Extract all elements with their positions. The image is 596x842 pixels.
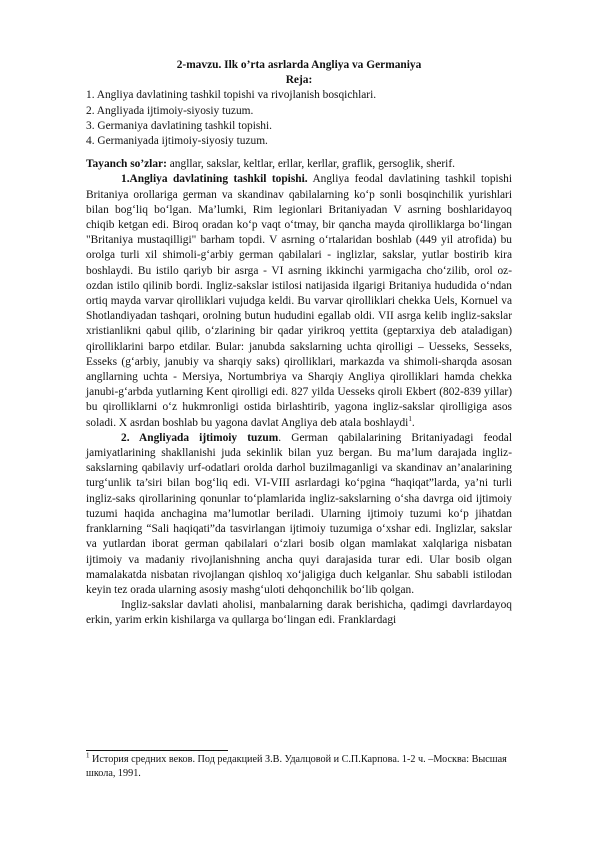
page-title: 2-mavzu. Ilk o’rta asrlarda Angliya va Germaniya xyxy=(176,59,422,71)
plan-item: 2. Angliyada ijtimoiy-siyosiy tuzum. xyxy=(86,104,254,117)
section-text: Ingliz-sakslar davlati aholisi, manbalarning darak berishicha, qadimgi davrlardayoq erkin, yarim erkin kishilarga va qullarga bo‘lingan edi. Franklardagi xyxy=(86,599,512,627)
plan-item: 4. Germaniyada ijtimoiy-siyosiy tuzum. xyxy=(86,135,268,148)
section-heading: 1.Angliya davlatining tashkil topishi. xyxy=(121,173,308,186)
section-paragraph: 1.Angliya davlatining tashkil topishi. Angliya feodal davlatining tashkil topishi Britaniya orollariga german va skandinav qabilalarning ko‘p sonli bosqinchilik yurishlari bilan bog‘liq bo‘lgan. Ma’lumki, Rim legionlari Britaniyadan V asrning boshlaridayoq chiqib ketgan edi. Biroq oradan ko‘p vaqt o‘tmay, bir qancha mayda qirolliklarga bo‘lingan "Britaniya mustaqilligi" barham topdi. V asrning o‘rtalaridan boshlab (449 yil atrofida) bu orolga turli xil shimoli-g‘arbiy german qabilalari - inglizlar, sakslar, yutlar bostirib kira boshlaydi. Bu istilo qariyb bir asrga - VI asrning ikkinchi yarmigacha cho‘zilib, orol oz-ozdan istilo qilinib bordi. Ingliz-sakslar istilosi natijasida ilgarigi Britaniya hududida o‘ndan ortiq mayda varvar qirolliklari vujudga keldi. Bu varvar qirolliklari chekka Uels, Kornuel va Shotlandiyadan tashqari, orolning butun hududini egallab oldi. VII asrga kelib ingliz-sakslar xristianlikni qabul qilib, o‘zlarining bir qadar yirikroq yettita (geptarxiya deb ataladigan) qirolliklarini barpo etdilar. Bular: janubda sakslarning uchta qirolligi – Uesseks, Sesseks, Esseks (g‘arbiy, janubiy va sharqiy saks) qirolliklari, markazda va shimoli-sharqda asosan angllarning uchta - Mersiya, Nortumbriya va Sharqiy Angliya qirolliklari hamda chekka janubi-g‘arbda yutlarning Kent qirolligi edi. 827 yilda Uesseks qiroli Ekbert (802-839 yillar) bu qirolliklarni o‘z hukmronligi ostida birlashtirib, yagona ingliz-sakslar qirolligiga asos soladi. X asrdan boshlab bu yagona davlat Angliya deb atala boshlaydi$^1$. xyxy=(86,173,513,429)
footnote xyxy=(86,753,512,781)
plan-item: 1. Angliya davlatining tashkil topishi va rivojlanish bosqichlari. xyxy=(86,89,377,102)
keywords-label: Tayanch so’zlar: xyxy=(86,158,167,171)
footnote-number: 1 xyxy=(86,751,90,760)
plan-item: 3. Germaniya davlatining tashkil topishi. xyxy=(86,119,273,132)
footnote-marker: 1 xyxy=(408,414,412,423)
section-heading: 2. Angliyada ijtimoiy tuzum xyxy=(121,431,279,444)
footnote-divider xyxy=(86,750,228,751)
section-text: Angliya feodal davlatining tashkil topishi Britaniya orollariga german va skandinav qabilalarning ko‘p sonli bosqinchilik yurishlari bilan bog‘liq bo‘lgan. Ma’lumki, Rim legionlari Britaniyadan V asrning boshlaridayoq chiqib ketgan edi. Biroq oradan ko‘p vaqt o‘tmay, bir qancha mayda qirolliklarga bo‘lingan "Britaniya mustaqilligi" barham topdi. V asrning o‘rtalaridan boshlab (449 yil atrofida) bu orolga turli xil shimoli-g‘arbiy german qabilalari - inglizlar, sakslar, yutlar bostirib kira boshlaydi. Bu istilo qariyb bir asrga - VI asrning ikkinchi yarmigacha cho‘zilib, orol oz-ozdan istilo qilinib bordi. Ingliz-sakslar istilosi natijasida ilgarigi Britaniya hududida o‘ndan ortiq mayda varvar qirolliklari vujudga keldi. Bu varvar qirolliklari chekka Uels, Kornuel va Shotlandiyadan tashqari, orolning butun hududini egallab oldi. VII asrga kelib ingliz-sakslar xristianlikni qabul qilib, o‘zlarining bir qadar yirikroq yettita (geptarxiya deb ataladigan) qirolliklarini barpo etdilar. Bular: janubda sakslarning uchta qirolligi – Uesseks, Sesseks, Esseks (g‘arbiy, janubiy va sharqiy saks) qirolliklari, markazda va shimoli-sharqda asosan angllarning uchta - Mersiya, Nortumbriya va Sharqiy Angliya qirolliklari hamda chekka janubi-g‘arbda yutlarning Kent qirolligi edi. 827 yilda Uesseks qiroli Ekbert (802-839 yillar) bu qirolliklarni o‘z hukmronligi ostida birlashtirib, yagona ingliz-sakslar qirolligiga asos soladi. X asrdan boshlab bu yagona davlat Angliya deb atala boshlaydi xyxy=(86,173,513,429)
plan-list xyxy=(86,88,512,149)
document-page xyxy=(86,58,512,629)
section-paragraph xyxy=(86,431,512,598)
section-paragraph xyxy=(86,598,512,628)
footnote-text: История средних веков. Под редакцией З.В. Удалцовой и С.П.Карпова. 1-2 ч. –Москва: Высшая школа, 1991. xyxy=(86,754,507,779)
keywords-text: angllar, sakslar, keltlar, erllar, kerllar, graflik, gersoglik, sherif. xyxy=(166,158,455,171)
section-text: . German qabilalarining Britaniyadagi feodal jamiyatlarining shakllanishi juda sekinlik bilan yuz bergan. Bu ma’lum darajada ingliz-sakslarning qabilaviy urf-odatlari orolda darhol buzilmaganligi va skandinav an’analarining turg‘unlik ta’siri bilan bog‘liq edi. VI-VIII asrlardagi ko‘pgina “haqiqat”larda, ya’ni turli ingliz-saks qirollarining qonunlar to‘plamlarida ingliz-sakslarning o‘sha davrga oid ijtimoiy tuzumi haqida anchagina ma’lumotlar beriladi. Ularning ijtimoiy tuzumi ko‘p jihatdan franklarning “Sali haqiqati”da tasvirlangan ijtimoiy tuzumiga o‘xshar edi. Inglizlar, sakslar va yutlardan iborat german qabilalari o‘zlari bosib olgan mamlakat xalqlariga nisbatan ijtimoiy va madaniy rivojlanishning ancha quyi darajasida turar edi. Ular bosib olgan mamalakatda nisbatan rivojlangan qishloq xo‘jaligiga duch kelganlar. Shu sababli istilodan keyin tez orada ularning asosiy mashg‘uloti dehqonchilik bo‘lib qolgan. xyxy=(86,431,512,596)
keywords-line xyxy=(86,157,512,172)
plan-heading: Reja: xyxy=(285,74,313,87)
